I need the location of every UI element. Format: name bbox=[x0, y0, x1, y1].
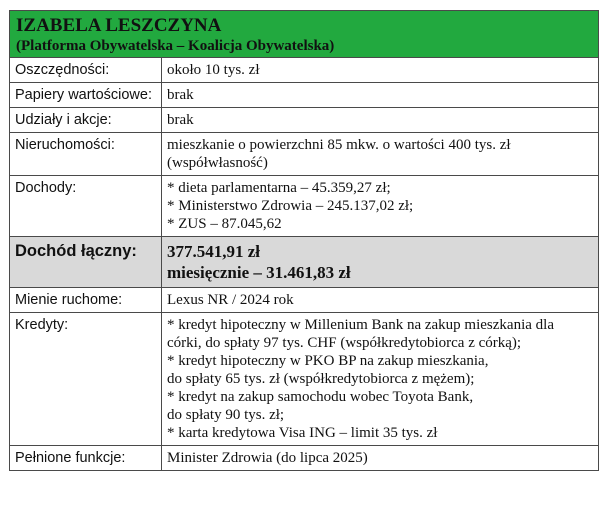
row-label: Pełnione funkcje: bbox=[10, 446, 162, 471]
value-line: 377.541,91 zł bbox=[167, 242, 261, 261]
table-row bbox=[10, 108, 599, 133]
table-row bbox=[10, 176, 599, 237]
table-row bbox=[10, 133, 599, 176]
row-label: Udziały i akcje: bbox=[10, 108, 162, 133]
table-row bbox=[10, 446, 599, 471]
value-line: miesięcznie – 31.461,83 zł bbox=[167, 263, 351, 282]
row-label: Kredyty: bbox=[10, 313, 162, 446]
party-affiliation: (Platforma Obywatelska – Koalicja Obywatelska) bbox=[16, 38, 335, 54]
header-banner bbox=[9, 10, 599, 57]
person-name: IZABELA LESZCZYNA bbox=[16, 15, 222, 36]
row-value bbox=[162, 313, 599, 446]
value-line: brak bbox=[167, 112, 194, 128]
row-label: Nieruchomości: bbox=[10, 133, 162, 176]
table-row bbox=[10, 83, 599, 108]
asset-declaration-card bbox=[9, 10, 599, 471]
row-value bbox=[162, 83, 599, 108]
table-row bbox=[10, 288, 599, 313]
value-line: do spłaty 90 tys. zł; bbox=[167, 407, 285, 423]
value-line: * dieta parlamentarna – 45.359,27 zł; bbox=[167, 180, 391, 196]
row-label: Mienie ruchome: bbox=[10, 288, 162, 313]
row-value bbox=[162, 176, 599, 237]
row-label: Dochody: bbox=[10, 176, 162, 237]
row-label: Dochód łączny: bbox=[10, 237, 162, 288]
value-line: * karta kredytowa Visa ING – limit 35 tys. zł bbox=[167, 425, 438, 441]
value-line: * kredyt na zakup samochodu wobec Toyota Bank, bbox=[167, 389, 474, 405]
value-line: około 10 tys. zł bbox=[167, 62, 260, 78]
value-line: Lexus NR / 2024 rok bbox=[167, 292, 294, 308]
value-line: * ZUS – 87.045,62 bbox=[167, 216, 282, 232]
value-line: * kredyt hipoteczny w PKO BP na zakup mieszkania, bbox=[167, 353, 489, 369]
value-line: * kredyt hipoteczny w Millenium Bank na zakup mieszkania dla bbox=[167, 317, 554, 333]
declaration-rows bbox=[10, 58, 599, 471]
row-value bbox=[162, 288, 599, 313]
row-label: Papiery wartościowe: bbox=[10, 83, 162, 108]
row-value bbox=[162, 133, 599, 176]
value-line: do spłaty 65 tys. zł (współkredytobiorca z mężem); bbox=[167, 371, 475, 387]
declaration-table bbox=[9, 57, 599, 471]
value-line: * Ministerstwo Zdrowia – 245.137,02 zł; bbox=[167, 198, 414, 214]
table-row bbox=[10, 58, 599, 83]
value-line: córki, do spłaty 97 tys. CHF (współkredytobiorca z córką); bbox=[167, 335, 522, 351]
row-label: Oszczędności: bbox=[10, 58, 162, 83]
row-value bbox=[162, 108, 599, 133]
table-row bbox=[10, 237, 599, 288]
value-line: Minister Zdrowia (do lipca 2025) bbox=[167, 450, 368, 466]
row-value bbox=[162, 237, 599, 288]
value-line: brak bbox=[167, 87, 194, 103]
table-row bbox=[10, 313, 599, 446]
row-value bbox=[162, 446, 599, 471]
value-line: (współwłasność) bbox=[167, 155, 268, 171]
row-value bbox=[162, 58, 599, 83]
value-line: mieszkanie o powierzchni 85 mkw. o wartości 400 tys. zł bbox=[167, 137, 511, 153]
